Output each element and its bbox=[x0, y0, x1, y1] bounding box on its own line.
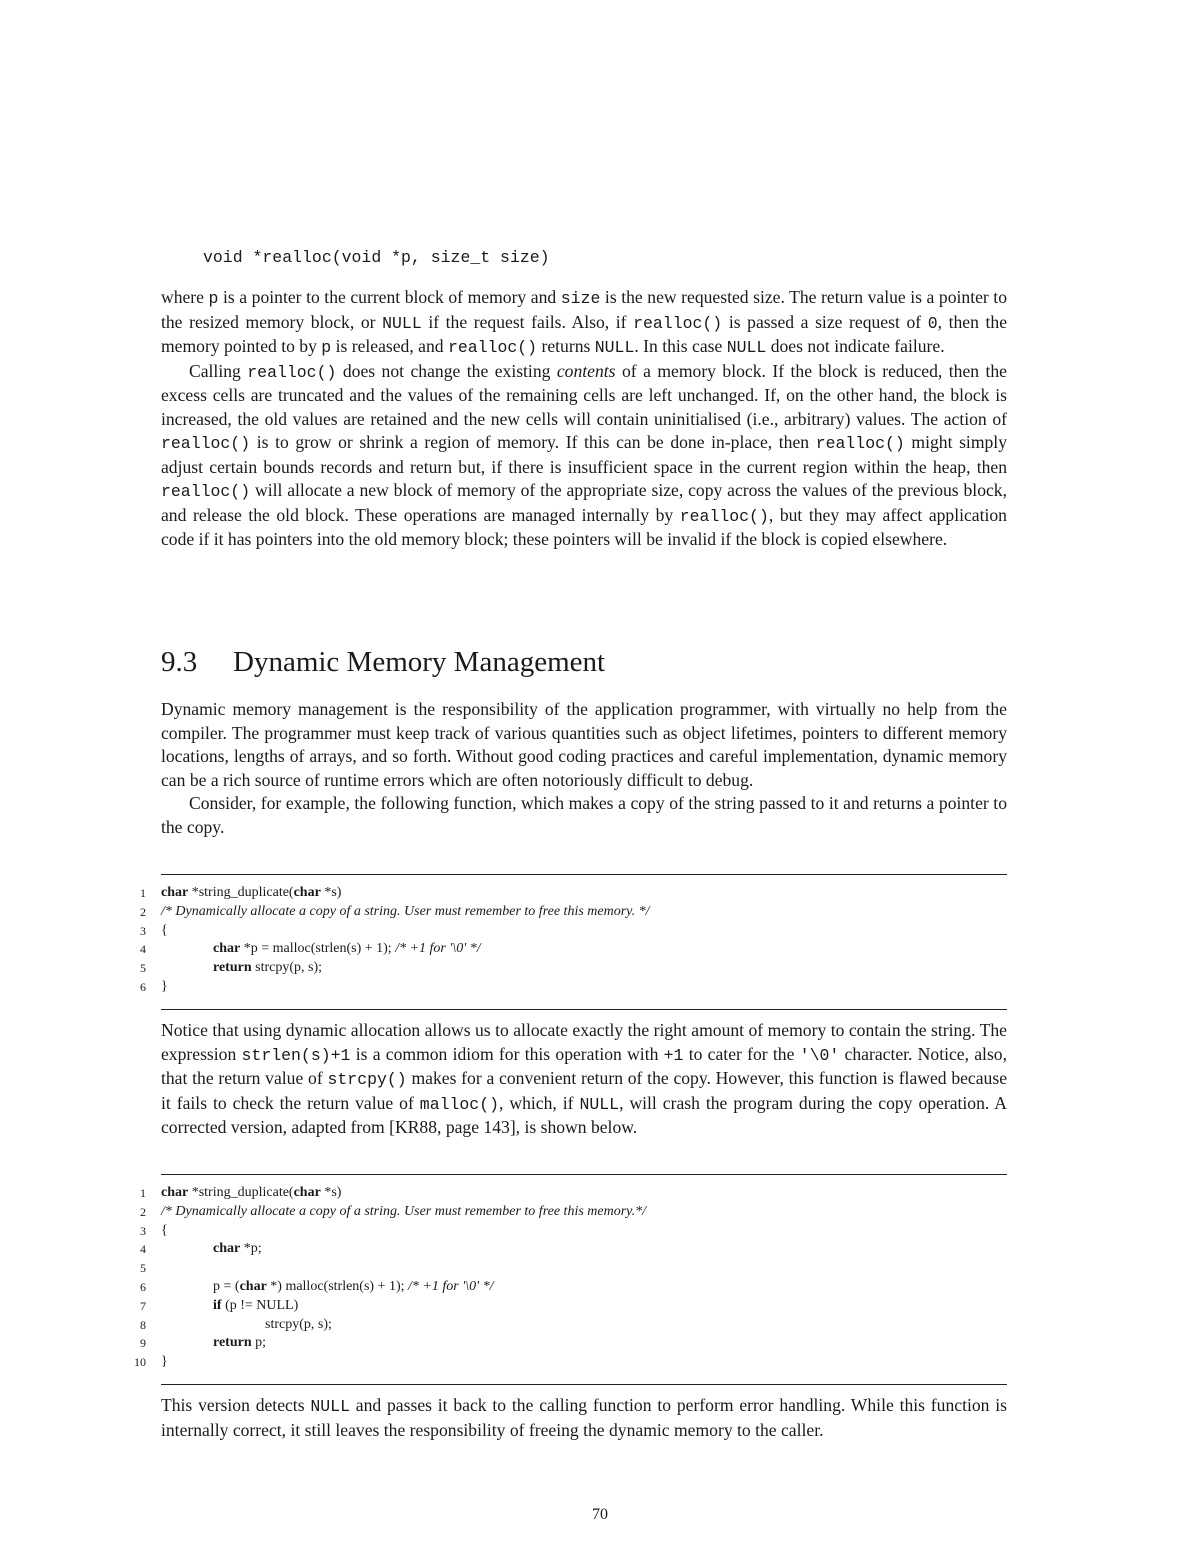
line-number: 1 bbox=[140, 886, 146, 900]
code-token: *s) bbox=[320, 1185, 342, 1200]
line-number: 2 bbox=[140, 1204, 146, 1219]
code-line bbox=[120, 1222, 1020, 1241]
code-token: *p = malloc(strlen(s) + 1); bbox=[240, 941, 396, 957]
line-number: 1 bbox=[140, 1186, 146, 1200]
line-number: 6 bbox=[140, 979, 146, 994]
inline-code: strlen(s)+1 bbox=[241, 1045, 351, 1065]
text-run: is a pointer to the current block of memory and bbox=[218, 287, 561, 307]
line-number: 3 bbox=[140, 1223, 146, 1238]
code-listing-2-top-rule bbox=[161, 1174, 1007, 1175]
code-token: strcpy(p, s); bbox=[251, 960, 323, 976]
section-title: Dynamic Memory Management bbox=[233, 646, 606, 678]
inline-code: p bbox=[321, 338, 332, 357]
body-text-conclusion bbox=[161, 1394, 1007, 1442]
line-number: 5 bbox=[140, 1261, 146, 1276]
code-keyword: return bbox=[213, 1335, 252, 1351]
code-line bbox=[120, 1203, 1020, 1222]
paragraph-flaw bbox=[161, 1019, 1007, 1140]
code-line bbox=[120, 1278, 1020, 1297]
inline-code: realloc() bbox=[815, 434, 905, 453]
code-keyword: char bbox=[239, 1278, 267, 1294]
code-line bbox=[120, 959, 1020, 978]
text-run: . In this case bbox=[634, 336, 727, 356]
text-run: Consider, for example, the following function, which makes a copy of the string passed to it and returns a pointer to the copy. bbox=[161, 793, 1007, 837]
code-keyword: char bbox=[293, 1185, 321, 1200]
code-text bbox=[213, 959, 322, 978]
code-line bbox=[120, 1334, 1020, 1353]
line-number: 4 bbox=[140, 1242, 146, 1257]
code-token: *) malloc(strlen(s) + 1); bbox=[266, 1278, 409, 1294]
paragraph-conclusion bbox=[161, 1394, 1007, 1442]
code-line bbox=[120, 1353, 1020, 1372]
inline-code: realloc() bbox=[161, 434, 251, 453]
code-token: *string_duplicate( bbox=[188, 1185, 294, 1200]
code-line bbox=[120, 922, 1020, 941]
text-run: returns bbox=[537, 336, 595, 356]
code-keyword: char bbox=[213, 941, 241, 957]
code-keyword: char bbox=[161, 1185, 189, 1200]
inline-code: strcpy() bbox=[327, 1070, 407, 1089]
inline-code: size bbox=[560, 289, 601, 308]
code-text bbox=[161, 922, 168, 941]
code-listing-1 bbox=[120, 884, 1020, 997]
code-listing-2 bbox=[120, 1184, 1020, 1372]
text-run: , then the memory pointed to by bbox=[161, 311, 1007, 356]
line-number: 8 bbox=[140, 1317, 146, 1332]
code-token: *s) bbox=[320, 885, 342, 900]
text-run: might simply adjust certain bounds records and return but, if there is insufficient space in the current region within the heap, then bbox=[161, 432, 1007, 477]
code-keyword: char bbox=[161, 885, 189, 900]
paragraph-consider bbox=[161, 792, 1007, 839]
line-number: 5 bbox=[140, 961, 146, 976]
text-run: , will crash the program during the copy operation. A corrected version, adapted from [KR88, page 143], is shown below. bbox=[161, 1092, 1007, 1137]
text-run: , but they may affect application code if it has pointers into the old memory block; these pointers will be invalid if the block is copied elsewhere. bbox=[161, 504, 1007, 549]
code-token: p = ( bbox=[213, 1278, 240, 1294]
inline-code: NULL bbox=[382, 313, 422, 333]
code-listing-1-bottom-rule bbox=[161, 1009, 1007, 1010]
code-text bbox=[161, 1184, 341, 1203]
code-keyword: char bbox=[213, 1241, 241, 1257]
text-run: makes for a convenient return of the copy. However, this function is flawed because it fails to check the return value of bbox=[161, 1068, 1008, 1113]
text-run: is to grow or shrink a region of memory. If this can be done in-place, then bbox=[250, 432, 816, 452]
code-text bbox=[161, 903, 650, 922]
code-text bbox=[265, 1316, 332, 1335]
inline-code: 0 bbox=[927, 313, 938, 333]
code-keyword: if bbox=[213, 1297, 222, 1313]
code-line bbox=[120, 978, 1020, 997]
text-run: does not change the existing bbox=[336, 360, 557, 381]
inline-code: '\0' bbox=[799, 1045, 840, 1065]
code-text bbox=[213, 1240, 262, 1259]
text-run: and passes it back to the calling function to perform error handling. While this function is internally correct, it still leaves the responsibility of freeing the dynamic memory to the caller. bbox=[161, 1395, 1007, 1440]
page-number: 70 bbox=[592, 1506, 608, 1523]
code-keyword: return bbox=[213, 960, 252, 976]
text-run: of a memory block. If the block is reduced, then the excess cells are truncated and the values of the remaining cells are left unchanged. If, on the other hand, the block is increased, the old values are retained and the new cells will contain uninitialised (i.e., arbitrary) values. The action of bbox=[161, 360, 1007, 429]
code-line bbox=[120, 1184, 1020, 1203]
code-line bbox=[120, 1259, 1020, 1278]
code-listing-2-bottom-rule bbox=[161, 1384, 1007, 1385]
inline-code: realloc() bbox=[161, 482, 251, 501]
inline-code: malloc() bbox=[419, 1094, 500, 1114]
code-token: *p; bbox=[240, 1241, 262, 1257]
line-number: 7 bbox=[140, 1298, 146, 1313]
code-text bbox=[161, 1222, 168, 1241]
paragraph-realloc-params bbox=[161, 286, 1007, 360]
inline-code: realloc() bbox=[247, 362, 337, 382]
line-number: 3 bbox=[140, 923, 146, 938]
body-text-dynamic bbox=[161, 698, 1007, 839]
text-run: is released, and bbox=[331, 336, 448, 356]
realloc-signature: void *realloc(void *p, size_t size) bbox=[203, 248, 550, 267]
code-text bbox=[213, 1278, 493, 1297]
inline-code: NULL bbox=[726, 338, 767, 357]
inline-code: realloc() bbox=[447, 338, 538, 357]
code-listing-1-top-rule bbox=[161, 874, 1007, 875]
code-text bbox=[213, 1297, 298, 1316]
code-token: { bbox=[161, 922, 168, 938]
text-run: Calling bbox=[189, 360, 248, 381]
inline-code: +1 bbox=[663, 1045, 684, 1065]
text-run: character. Notice, also, that the return value of bbox=[161, 1043, 1007, 1088]
body-text-flaw bbox=[161, 1019, 1007, 1140]
code-token: *string_duplicate( bbox=[188, 885, 294, 900]
text-run: , which, if bbox=[499, 1092, 580, 1113]
code-token: strcpy(p, s); bbox=[265, 1316, 332, 1332]
code-token: (p != NULL) bbox=[221, 1297, 299, 1313]
text-run: This version detects bbox=[161, 1395, 311, 1415]
code-token: { bbox=[161, 1222, 168, 1238]
code-text bbox=[161, 1353, 168, 1372]
code-comment: /* +1 for '\0' */ bbox=[395, 941, 481, 957]
line-number: 6 bbox=[140, 1279, 146, 1294]
code-line bbox=[120, 940, 1020, 959]
section-heading bbox=[161, 646, 605, 679]
inline-code: realloc() bbox=[679, 506, 769, 526]
paragraph-realloc-contents bbox=[161, 360, 1007, 552]
code-text bbox=[161, 884, 341, 903]
code-text bbox=[161, 978, 168, 997]
code-token: } bbox=[161, 978, 168, 994]
text-run: is passed a size request of bbox=[722, 311, 928, 332]
inline-code: NULL bbox=[579, 1094, 620, 1114]
body-text-realloc bbox=[161, 286, 1007, 552]
text-run: is a common idiom for this operation with bbox=[350, 1043, 664, 1064]
code-comment: /* +1 for '\0' */ bbox=[408, 1278, 494, 1294]
code-line bbox=[120, 903, 1020, 922]
code-keyword: char bbox=[293, 885, 321, 900]
text-run: does not indicate failure. bbox=[766, 336, 945, 356]
text-run: Dynamic memory management is the responsibility of the application programmer, with virtually no help from the compiler. The programmer must keep track of various quantities such as object lifetimes, pointers to different memory locations, lengths of arrays, and so forth. Without good coding practices and careful implementation, dynamic memory can be a rich source of runtime errors which are often notoriously difficult to debug. bbox=[161, 699, 1007, 790]
paragraph-dynamic-intro bbox=[161, 698, 1007, 792]
code-token: } bbox=[161, 1354, 168, 1370]
text-run: if the request fails. Also, if bbox=[421, 311, 634, 332]
inline-code: NULL bbox=[310, 1397, 350, 1416]
code-comment: /* Dynamically allocate a copy of a string. User must remember to free this memory.*/ bbox=[161, 1203, 646, 1219]
code-text bbox=[161, 1203, 646, 1222]
code-comment: /* Dynamically allocate a copy of a string. User must remember to free this memory. */ bbox=[161, 903, 650, 919]
line-number: 9 bbox=[140, 1336, 146, 1351]
text-run: contents bbox=[556, 360, 616, 381]
code-line bbox=[120, 1297, 1020, 1316]
code-text bbox=[213, 940, 481, 959]
text-run: to cater for the bbox=[683, 1043, 800, 1064]
line-number: 4 bbox=[140, 942, 146, 957]
text-run: is the new requested size. The return value is a pointer to the resized memory block, or bbox=[161, 287, 1007, 332]
section-number: 9.3 bbox=[161, 646, 198, 678]
code-text bbox=[213, 1334, 266, 1353]
inline-code: NULL bbox=[594, 338, 635, 357]
text-run: will allocate a new block of memory of the appropriate size, copy across the values of the previous block, and release the old block. These operations are managed internally by bbox=[161, 480, 1007, 525]
text-run: Notice that using dynamic allocation allows us to allocate exactly the right amount of memory to contain the string. The expression bbox=[161, 1020, 1007, 1064]
code-token: p; bbox=[251, 1335, 267, 1351]
inline-code: p bbox=[208, 289, 219, 308]
code-line bbox=[120, 1240, 1020, 1259]
line-number: 10 bbox=[134, 1355, 146, 1370]
code-line bbox=[120, 884, 1020, 903]
text-run: where bbox=[161, 287, 209, 307]
code-line bbox=[120, 1316, 1020, 1335]
inline-code: realloc() bbox=[633, 313, 723, 333]
line-number: 2 bbox=[140, 904, 146, 919]
